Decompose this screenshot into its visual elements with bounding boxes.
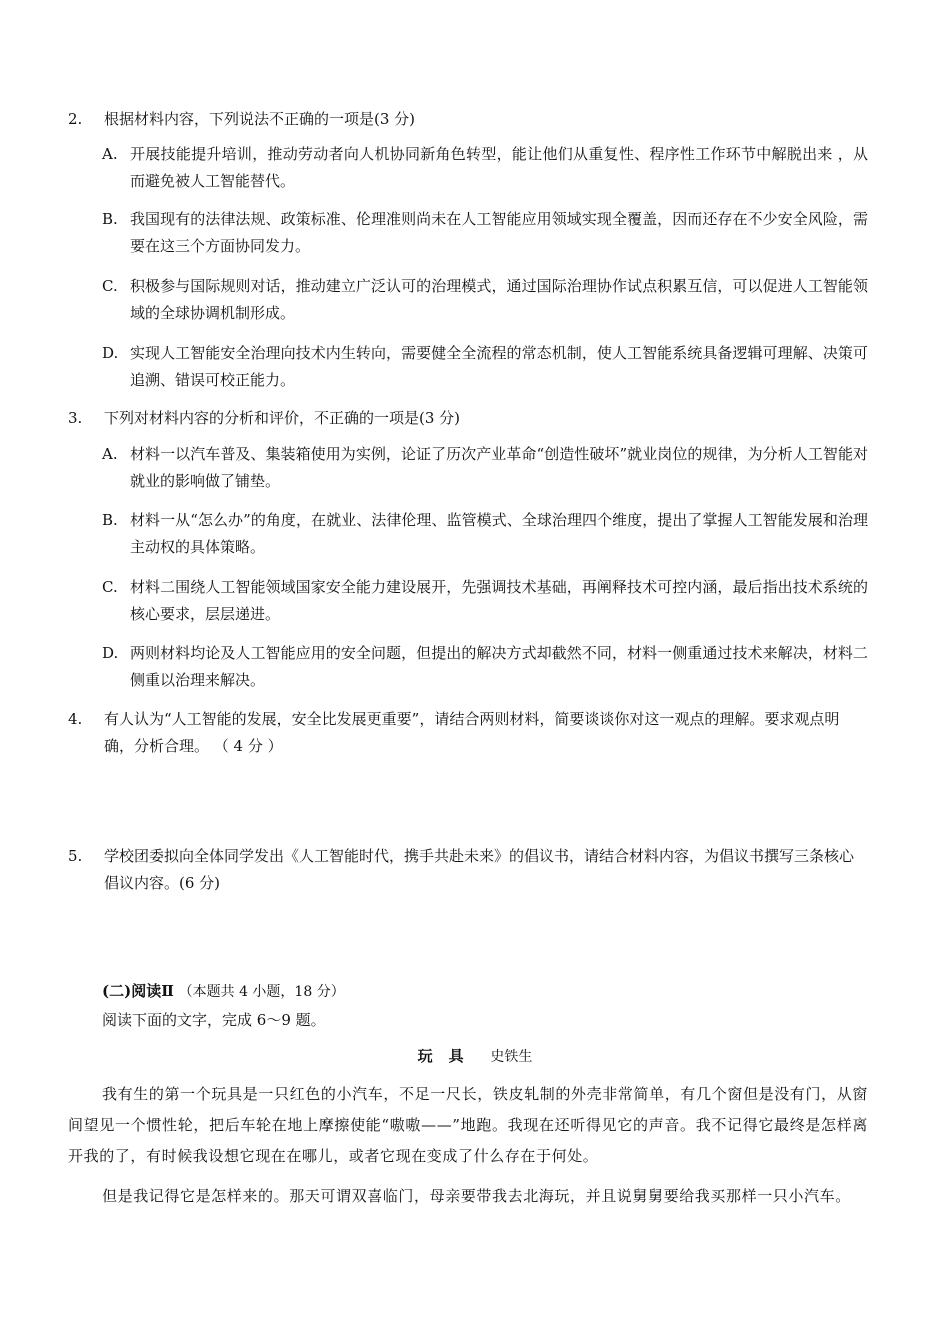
question-number: 5. [68,847,83,865]
option-text: 积极参与国际规则对话，推动建立广泛认可的治理模式，通过国际治理协作试点积累互信，可以促进人工智能领域的全球协调机制形成。 [130,277,868,322]
section-instruction: 阅读下面的文字，完成 6～9 题。 [102,1011,326,1029]
question-stem: 根据材料内容，下列说法不正确的一项是(3 分) [104,110,416,128]
q3-option-a [102,441,868,495]
option-text: 我国现有的法律法规、政策标准、伦理准则尚未在人工智能应用领域实现全覆盖，因而还存在不少安全风险，需要在这三个方面协同发力。 [130,210,868,255]
option-label: A. [102,145,118,163]
question-5 [68,843,868,897]
q3-option-b [102,507,868,561]
option-label: D. [102,644,119,662]
article-author: 史铁生 [490,1049,533,1065]
option-text: 实现人工智能安全治理向技术内生转向，需要健全全流程的常态机制，使人工智能系统具备逻辑可理解、决策可追溯、错误可校正能力。 [130,344,868,389]
question-number: 3. [68,409,83,427]
option-text: 材料一从“怎么办”的角度，在就业、法律伦理、监管模式、全球治理四个维度，提出了掌握人工智能发展和治理主动权的具体策略。 [130,511,868,556]
option-label: C. [102,578,118,596]
option-label: B. [102,210,118,228]
section-heading: (二)阅读Ⅱ [102,982,174,1000]
question-4 [68,706,868,760]
option-text: 两则材料均论及人工智能应用的安全问题，但提出的解决方式却截然不同，材料一侧重通过技术来解决，材料二侧重以治理来解决。 [130,644,868,689]
q2-option-a [102,141,868,195]
option-label: B. [102,511,118,529]
section-note: （本题共 4 小题，18 分） [178,984,345,1000]
question-2 [68,106,868,133]
q2-option-b [102,206,868,260]
article-paragraph: 我有生的第一个玩具是一只红色的小汽车，不足一尺长，铁皮轧制的外壳非常简单，有几个窗但是没有门，从窗间望见一个惯性轮，把后车轮在地上摩擦使能“嗷嗷——”地跑。我现在还听得见它的声音。我不记得它最终是怎样离开我的了，有时候我设想它现在在哪儿，或者它现在变成了什么存在于何处。 [68,1085,868,1165]
section-header [102,978,345,1005]
article-title: 玩具 [417,1047,480,1065]
q3-option-c [102,574,868,628]
option-label: A. [102,445,118,463]
q2-option-c [102,273,868,327]
question-3 [68,405,868,432]
question-stem: 下列对材料内容的分析和评价，不正确的一项是(3 分) [104,409,461,427]
option-text: 材料一以汽车普及、集装箱使用为实例，论证了历次产业革命“创造性破坏”就业岗位的规律，为分析人工智能对就业的影响做了铺垫。 [130,445,868,490]
question-number: 4. [68,710,83,728]
question-number: 2. [68,110,83,128]
article-paragraph: 但是我记得它是怎样来的。那天可谓双喜临门，母亲要带我去北海玩，并且说舅舅要给我买那样一只小汽车。 [102,1187,851,1205]
option-text: 开展技能提升培训，推动劳动者向人机协同新角色转型，能让他们从重复性、程序性工作环节中解脱出来 ，从而避免被人工智能替代。 [130,145,868,190]
option-label: C. [102,277,118,295]
question-stem: 学校团委拟向全体同学发出《人工智能时代，携手共赴未来》的倡议书，请结合材料内容，为倡议书撰写三条核心倡议内容。(6 分) [104,847,855,892]
article-title-line [0,1045,950,1066]
question-stem: 有人认为“人工智能的发展，安全比发展更重要”，请结合两则材料，简要谈谈你对这一观点的理解。要求观点明确，分析合理。 （ 4 分 ） [104,710,840,755]
option-label: D. [102,344,119,362]
q3-option-d [102,640,868,694]
q2-option-d [102,340,868,394]
option-text: 材料二围绕人工智能领域国家安全能力建设展开，先强调技术基础，再阐释技术可控内涵，最后指出技术系统的核心要求，层层递进。 [130,578,868,623]
